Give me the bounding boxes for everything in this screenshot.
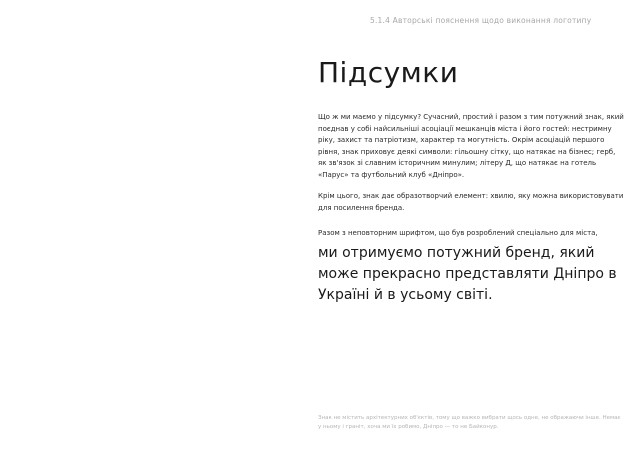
lead-sentence: Разом з неповторним шрифтом, що був розроблений спеціально для міста, bbox=[318, 229, 598, 237]
conclusion-statement: ми отримуємо потужний бренд, який може прекрасно представляти Дніпро в Україні й в усьому світі. bbox=[318, 245, 617, 303]
body-content bbox=[318, 112, 624, 306]
footnote: Знак не містить архітектурних об'єктів, тому що важко вибрати щось одне, не ображаючи інше. Немає у ньому і граніт, хоча ми їх робимо, Дніпро — то не Байконур. bbox=[318, 415, 621, 430]
summary-paragraph: Що ж ми маємо у підсумку? Сучасний, простий і разом з тим потужний знак, який поєднав у собі найсильніші асоціації мешканців міста і його гостей: нестримну ріку, захист та патріотизм, характер та могутність. Окрім асоціацій першого рівня, знак приховує деякі символи: гільошну сітку, що натякає на бізнес; герб, як зв'язок зі славним історичним минулим; літеру Д, що натякає на готель «Парус» та футбольний клуб «Дніпро». bbox=[318, 113, 624, 179]
section-label: 5.1.4 Авторські пояснення щодо виконання логотипу bbox=[370, 16, 592, 25]
page-title: Підсумки bbox=[318, 56, 459, 89]
wave-paragraph: Крім цього, знак дає образотворчий елемент: хвилю, яку можна використовувати для посилення бренда. bbox=[318, 192, 624, 212]
